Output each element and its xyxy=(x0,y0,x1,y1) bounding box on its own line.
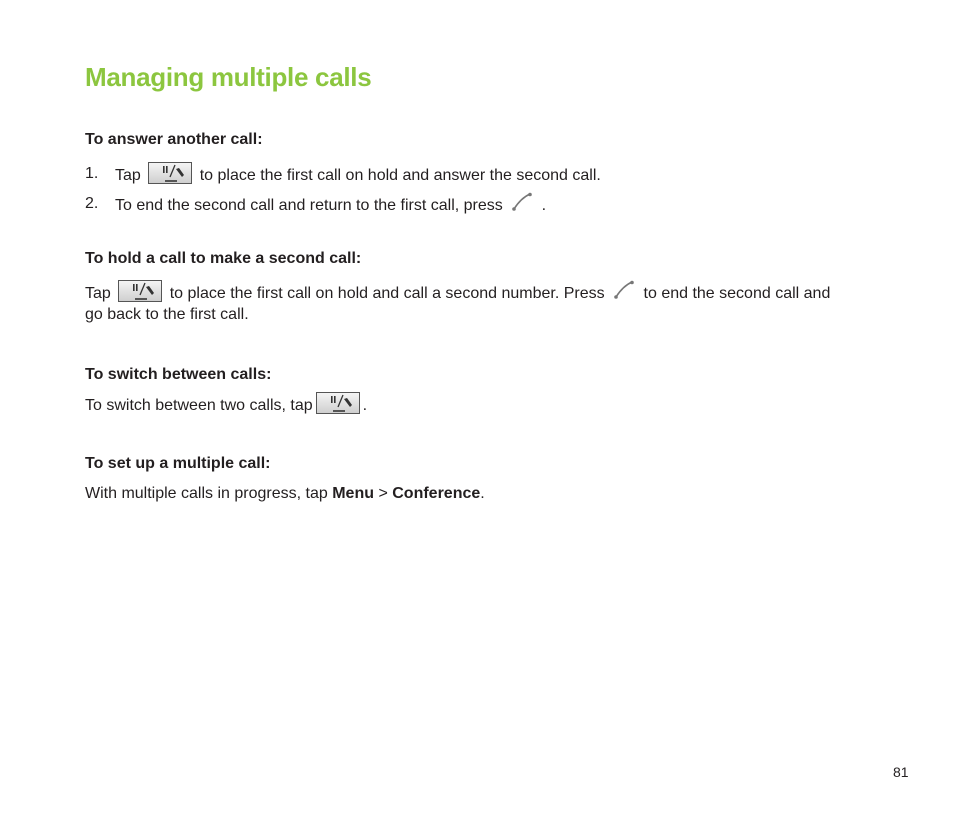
paragraph-text: With multiple calls in progress, tap xyxy=(85,485,328,502)
hold-paragraph-line-2: go back to the first call. xyxy=(85,306,249,323)
separator: > xyxy=(378,485,388,502)
paragraph-text: . xyxy=(362,397,368,414)
step-text: To end the second call and return to the first call, press xyxy=(115,197,503,214)
hold-swap-icon xyxy=(118,280,162,302)
paragraph-text: to end the second call and xyxy=(643,285,831,302)
paragraph-text: Tap xyxy=(85,285,111,302)
conference-label: Conference xyxy=(392,485,481,502)
switch-heading: To switch between calls: xyxy=(85,366,272,383)
page-number: 81 xyxy=(893,764,909,780)
answer-step-1 xyxy=(85,162,785,188)
multiple-paragraph xyxy=(85,482,485,505)
step-text: . xyxy=(541,197,547,214)
end-call-icon xyxy=(511,192,533,219)
step-number: 2. xyxy=(85,195,99,212)
step-number: 1. xyxy=(85,165,99,182)
page-title: Managing multiple calls xyxy=(85,62,372,92)
hold-heading: To hold a call to make a second call: xyxy=(85,250,362,267)
switch-paragraph xyxy=(85,392,367,417)
multiple-heading: To set up a multiple call: xyxy=(85,455,271,472)
paragraph-text: . xyxy=(480,485,485,502)
paragraph-text: to place the first call on hold and call a second number. Press xyxy=(169,285,605,302)
end-call-icon xyxy=(613,280,635,307)
hold-swap-icon xyxy=(316,392,360,414)
answer-heading: To answer another call: xyxy=(85,131,263,148)
paragraph-text: To switch between two calls, tap xyxy=(85,397,313,414)
hold-swap-icon xyxy=(148,162,192,184)
step-text: to place the first call on hold and answer the second call. xyxy=(199,167,601,184)
menu-label: Menu xyxy=(332,485,374,502)
step-text: Tap xyxy=(115,167,141,184)
answer-step-2 xyxy=(85,192,785,218)
